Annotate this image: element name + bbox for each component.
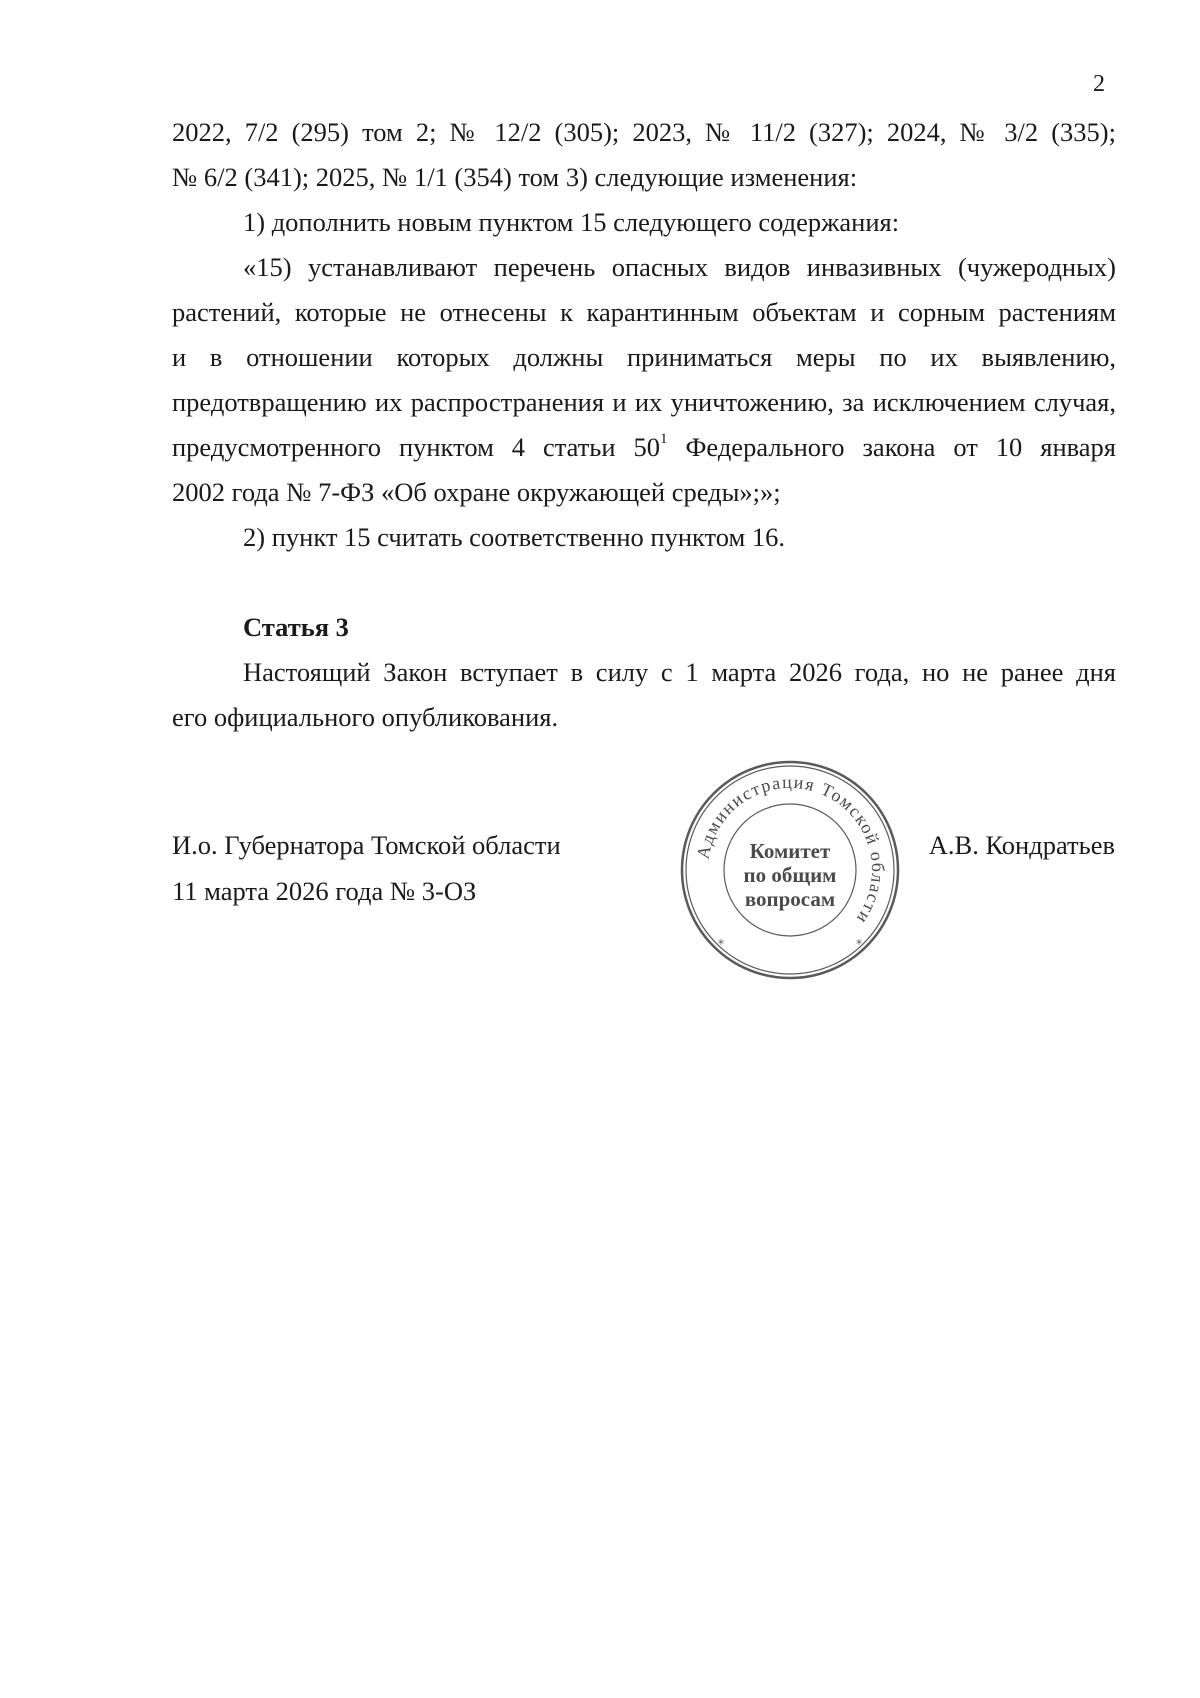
signature-block bbox=[172, 822, 561, 914]
seal-star-icon: * bbox=[856, 937, 862, 951]
signatory-name: А.В. Кондратьев bbox=[928, 830, 1115, 860]
document-body bbox=[172, 110, 1116, 740]
seal-ring-text: Администрация Томской области bbox=[692, 771, 889, 929]
quote-line: 2002 года № 7-ФЗ «Об охране окружающей среды»;»; bbox=[172, 477, 781, 507]
law-date-number: 11 марта 2026 года № 3-ОЗ bbox=[172, 876, 477, 906]
article-text: Настоящий Закон вступает в силу с 1 марта 2026 года, но не ранее дня bbox=[243, 657, 1116, 687]
quote-line: «15) устанавливают перечень опасных видов инвазивных (чужеродных) bbox=[243, 252, 1116, 282]
signatory-position: И.о. Губернатора Томской области bbox=[172, 830, 561, 860]
page-number: 2 bbox=[1093, 71, 1105, 97]
quote-line: предотвращению их распространения и их уничтожению, за исключением случая, bbox=[172, 387, 1116, 417]
quote-line: и в отношении которых должны приниматься меры по их выявлению, bbox=[172, 342, 1116, 372]
seal-center-line: Комитет bbox=[749, 839, 831, 863]
list-item-2: 2) пункт 15 считать соответственно пунктом 16. bbox=[243, 522, 786, 552]
text-line: 2022, 7/2 (295) том 2; № 12/2 (305); 2023, № 11/2 (327); 2024, № 3/2 (335); bbox=[172, 117, 1116, 147]
article-heading: Статья 3 bbox=[243, 612, 349, 642]
seal-center-line: вопросам bbox=[744, 887, 836, 911]
article-text: его официального опубликования. bbox=[172, 702, 559, 732]
list-item-1: 1) дополнить новым пунктом 15 следующего содержания: bbox=[243, 207, 900, 237]
quote-line bbox=[172, 425, 1116, 470]
seal-star-icon: * bbox=[718, 937, 724, 951]
quote-line: растений, которые не отнесены к карантинным объектам и сорным растениям bbox=[172, 297, 1116, 327]
seal-center-line: по общим bbox=[743, 863, 837, 887]
official-seal bbox=[678, 758, 902, 982]
superscript: 1 bbox=[660, 431, 668, 448]
quote-text: предусмотренного пунктом 4 статьи 50 bbox=[172, 432, 661, 462]
quote-text: Федерального закона от 10 января bbox=[667, 432, 1116, 462]
text-line: № 6/2 (341); 2025, № 1/1 (354) том 3) следующие изменения: bbox=[172, 162, 858, 192]
